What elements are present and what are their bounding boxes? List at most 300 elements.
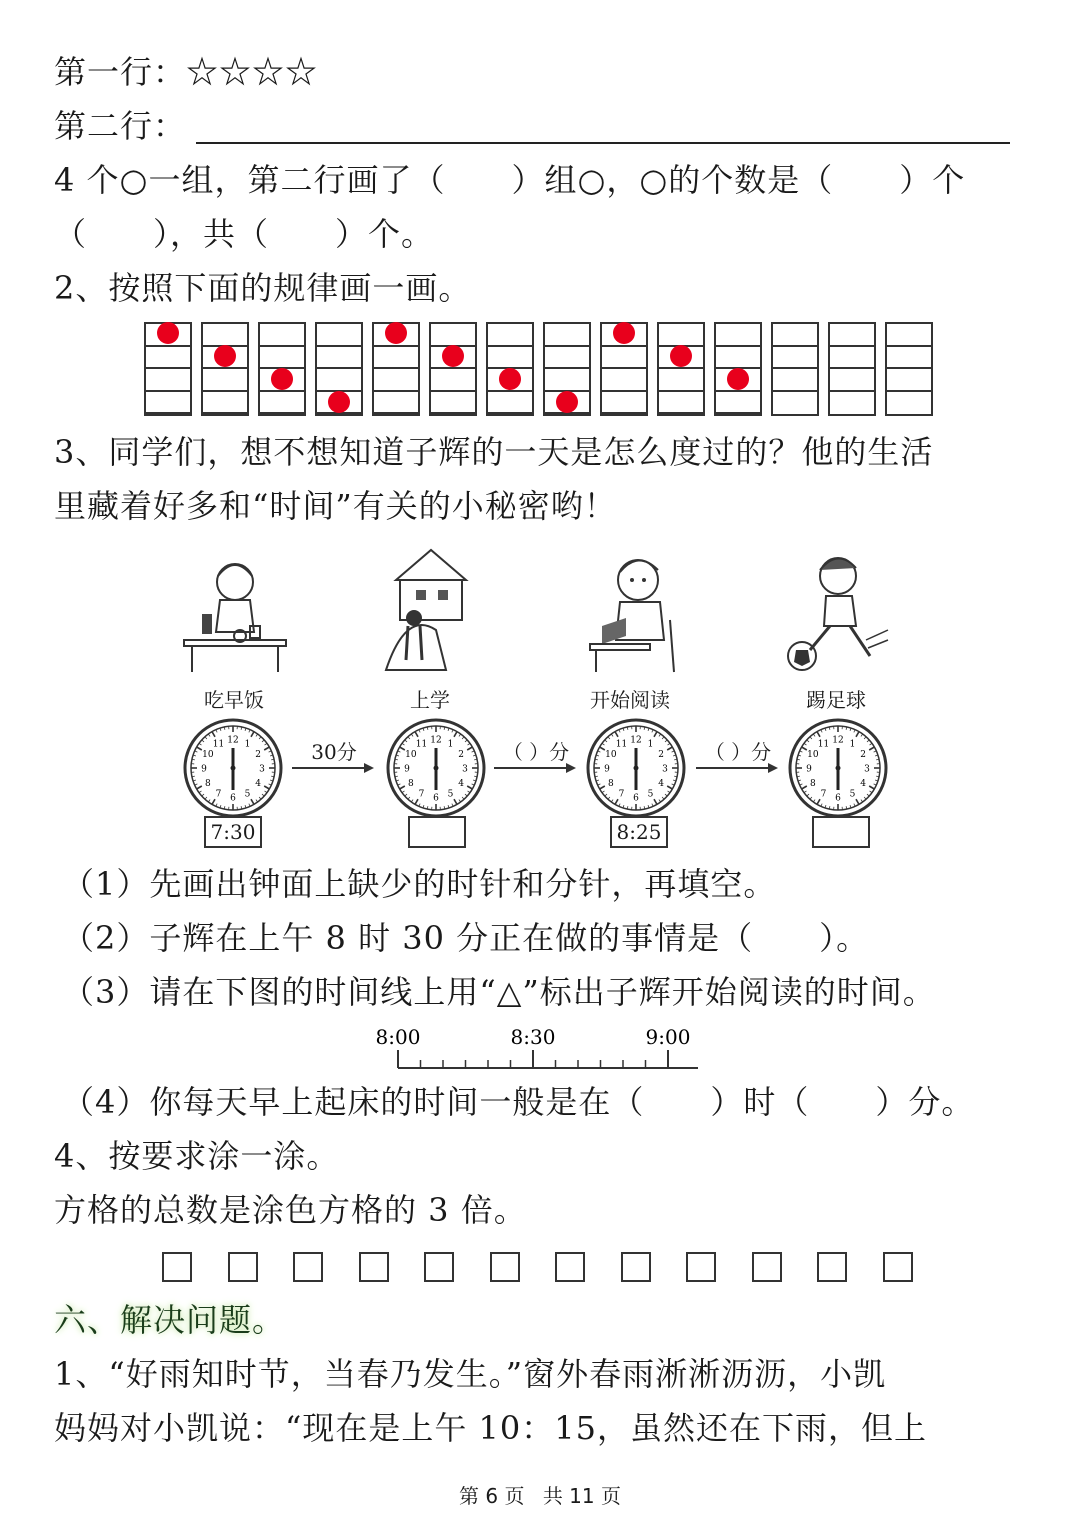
pattern-column[interactable] [885, 322, 933, 416]
color-square[interactable] [555, 1252, 585, 1282]
red-dot [499, 368, 521, 390]
clock-tick [598, 784, 601, 785]
pattern-cell[interactable] [374, 369, 418, 392]
pattern-cell[interactable] [887, 369, 931, 392]
color-square[interactable] [228, 1252, 258, 1282]
clock-tick [465, 740, 467, 742]
pattern-cell[interactable] [773, 369, 817, 392]
clock-tick [197, 747, 202, 750]
pattern-cell[interactable] [146, 347, 190, 370]
sub-question-3: （3）请在下图的时间线上用“△”标出子辉开始阅读的时间。 [62, 973, 936, 1011]
clock-tick [419, 730, 420, 733]
time-box-school[interactable] [408, 816, 466, 848]
clock-number: 9 [404, 764, 410, 775]
clock-number: 3 [662, 764, 668, 775]
clock-number: 5 [244, 789, 251, 800]
clock-tick [600, 747, 605, 750]
color-square[interactable] [752, 1252, 782, 1282]
pattern-cell[interactable] [887, 324, 931, 347]
clock-tick [602, 791, 604, 793]
clock-tick [608, 797, 610, 799]
clock-number: 8 [205, 779, 211, 789]
clock-number: 4 [255, 779, 261, 789]
clock-number: 10 [202, 750, 214, 760]
clock-center [836, 766, 841, 771]
pattern-column[interactable] [144, 322, 192, 416]
clock-number: 5 [447, 789, 454, 800]
pattern-cell[interactable] [431, 369, 475, 392]
clock-tick [212, 732, 215, 737]
pattern-cell[interactable] [431, 392, 475, 415]
clock-tick [654, 732, 657, 737]
pattern-cell[interactable] [830, 369, 874, 392]
pattern-cell[interactable] [716, 324, 760, 347]
clock-tick [249, 730, 250, 733]
pattern-column[interactable] [315, 322, 363, 416]
clock-tick [408, 737, 410, 739]
clock-tick [605, 794, 607, 796]
timeline-label-800: 8:00 [376, 1025, 421, 1049]
clock-tick [467, 747, 472, 750]
question-2: 2、按照下面的规律画一画。 [54, 269, 472, 307]
clock-number: 12 [430, 735, 442, 746]
question-3-line2: 里藏着好多和“时间”有关的小秘密哟！ [54, 487, 617, 525]
clock-number: 4 [860, 779, 866, 789]
clock-tick [856, 732, 859, 737]
clock-number: 6 [835, 793, 841, 804]
clock-number: 2 [658, 750, 664, 760]
clock-tick [807, 740, 809, 742]
clock-tick [472, 751, 475, 752]
color-square[interactable] [293, 1252, 323, 1282]
clock-tick [867, 740, 869, 742]
clock-tick [265, 791, 267, 793]
red-dot [328, 391, 350, 413]
clock-tick [598, 751, 601, 752]
clock-tick [208, 800, 210, 802]
pattern-column[interactable] [771, 322, 819, 416]
clock-number: 3 [864, 764, 870, 775]
pattern-cell[interactable] [830, 392, 874, 415]
pattern-cell[interactable] [545, 369, 589, 392]
pattern-cell[interactable] [545, 347, 589, 370]
red-dot [613, 322, 635, 344]
activity-label-breakfast: 吃早饭 [204, 688, 264, 712]
clock-tick [619, 730, 620, 733]
clock-tick [265, 743, 267, 745]
clock-face-breakfast[interactable] [183, 718, 283, 818]
clock-number: 1 [647, 739, 654, 750]
clock-tick [800, 784, 803, 785]
clock-tick [813, 800, 815, 802]
clock-tick [405, 794, 407, 796]
activity-label-reading: 开始阅读 [590, 688, 670, 712]
clock-tick [804, 791, 806, 793]
clock-tick [216, 730, 217, 733]
pattern-cell[interactable] [773, 324, 817, 347]
clock-tick [802, 786, 807, 789]
clock-tick [861, 734, 863, 736]
question-4-description: 方格的总数是涂色方格的 3 倍。 [54, 1191, 527, 1229]
pattern-column[interactable] [486, 322, 534, 416]
clock-tick [654, 799, 657, 804]
clock-tick [415, 732, 418, 737]
pattern-cell[interactable] [830, 347, 874, 370]
clock-number: 9 [806, 764, 812, 775]
pattern-cell[interactable] [260, 392, 304, 415]
pattern-cell[interactable] [203, 369, 247, 392]
clock-tick [259, 797, 261, 799]
color-square[interactable] [424, 1252, 454, 1282]
clock-tick [197, 786, 202, 789]
sub-question-4: （4）你每天早上起床的时间一般是在（ ）时（ ）分。 [62, 1083, 975, 1121]
clock-tick [869, 786, 874, 789]
clock-tick [264, 786, 269, 789]
clock-tick [608, 737, 610, 739]
question-4: 4、按要求涂一涂。 [54, 1137, 340, 1175]
clock-tick [817, 799, 820, 804]
pattern-cell[interactable] [146, 392, 190, 415]
clock-tick [864, 737, 866, 739]
duration-arrow-2 [494, 740, 578, 780]
clock-tick [867, 794, 869, 796]
clock-tick [408, 797, 410, 799]
clock-tick [251, 732, 254, 737]
red-dot [385, 322, 407, 344]
time-box-soccer[interactable] [812, 816, 870, 848]
pattern-column[interactable] [828, 322, 876, 416]
clock-center [434, 766, 439, 771]
clock-tick [202, 740, 204, 742]
clock-tick [668, 791, 670, 793]
row2-line: 第二行： [54, 107, 187, 145]
pattern-cell[interactable] [203, 392, 247, 415]
clock-tick [256, 800, 258, 802]
pattern-cell[interactable] [260, 324, 304, 347]
clock-number: 9 [201, 764, 207, 775]
clock-tick [659, 734, 661, 736]
time-box-breakfast: 7:30 [204, 816, 262, 848]
clock-tick [202, 794, 204, 796]
pattern-column[interactable] [600, 322, 648, 416]
activity-label-soccer: 踢足球 [806, 688, 866, 712]
clock-tick [659, 800, 661, 802]
clock-tick [259, 737, 261, 739]
clock-tick [861, 800, 863, 802]
clock-tick [600, 786, 605, 789]
clock-tick [810, 797, 812, 799]
clock-tick [269, 751, 272, 752]
clock-number: 12 [630, 735, 642, 746]
clock-face-soccer[interactable] [788, 718, 888, 818]
pattern-cell[interactable] [659, 392, 703, 415]
clock-number: 12 [227, 735, 239, 746]
clock-number: 7 [418, 789, 425, 800]
clock-tick [419, 804, 420, 807]
clock-tick [874, 784, 877, 785]
color-square[interactable] [817, 1252, 847, 1282]
pattern-cell[interactable] [602, 392, 646, 415]
section-six-title: 六、解决问题。 [54, 1301, 286, 1339]
clock-tick [804, 743, 806, 745]
clock-tick [195, 751, 198, 752]
pattern-column[interactable] [372, 322, 420, 416]
clock-tick [462, 737, 464, 739]
pattern-cell[interactable] [203, 324, 247, 347]
pattern-column[interactable] [714, 322, 762, 416]
clock-tick [264, 747, 269, 750]
pattern-cell[interactable] [773, 347, 817, 370]
pattern-cell[interactable] [317, 324, 361, 347]
clock-tick [652, 804, 653, 807]
question-3-line1: 3、同学们，想不想知道子辉的一天是怎么度过的？他的生活 [54, 433, 934, 471]
clock-tick [402, 743, 404, 745]
clock-tick [452, 730, 453, 733]
clock-tick [602, 743, 604, 745]
clock-tick [195, 784, 198, 785]
pattern-cell[interactable] [317, 347, 361, 370]
clock-tick [802, 747, 807, 750]
clock-tick [807, 794, 809, 796]
clock-tick [468, 743, 470, 745]
color-square[interactable] [686, 1252, 716, 1282]
pattern-cell[interactable] [830, 324, 874, 347]
clock-tick [402, 791, 404, 793]
clock-tick [615, 732, 618, 737]
clock-number: 4 [658, 779, 664, 789]
clock-tick [452, 804, 453, 807]
clock-tick [821, 730, 822, 733]
clock-tick [262, 794, 264, 796]
pattern-cell[interactable] [488, 347, 532, 370]
pattern-column[interactable] [258, 322, 306, 416]
soccer-illustration [780, 540, 890, 680]
clock-tick [472, 784, 475, 785]
timeline[interactable] [376, 1024, 702, 1076]
clock-number: 7 [215, 789, 222, 800]
clock-tick [467, 786, 472, 789]
clock-number: 10 [807, 750, 819, 760]
clock-number: 6 [633, 793, 639, 804]
clock-number: 12 [832, 735, 844, 746]
clock-tick [810, 737, 812, 739]
clock-center [231, 766, 236, 771]
clock-tick [611, 734, 613, 736]
color-square[interactable] [490, 1252, 520, 1282]
clock-tick [398, 751, 401, 752]
pattern-cell[interactable] [374, 392, 418, 415]
pattern-cell[interactable] [431, 324, 475, 347]
clock-tick [199, 743, 201, 745]
clock-tick [662, 797, 664, 799]
clock-number: 11 [615, 739, 628, 750]
clock-tick [665, 794, 667, 796]
clock-number: 11 [212, 739, 225, 750]
row1-line: 第一行：☆☆☆☆ [54, 53, 319, 91]
pattern-cell[interactable] [374, 347, 418, 370]
clock-number: 8 [810, 779, 816, 789]
clock-tick [262, 740, 264, 742]
clock-tick [813, 734, 815, 736]
duration-label-3[interactable]: （ ）分 [704, 740, 772, 764]
color-square[interactable] [883, 1252, 913, 1282]
clock-tick [605, 740, 607, 742]
time-box-reading: 8:25 [610, 816, 668, 848]
pattern-cell[interactable] [887, 347, 931, 370]
reading-illustration [580, 540, 690, 680]
answer-blank-line[interactable] [196, 142, 1010, 144]
clock-number: 3 [462, 764, 468, 775]
clock-tick [874, 751, 877, 752]
clock-number: 8 [408, 779, 414, 789]
red-dot [271, 368, 293, 390]
pattern-cell[interactable] [488, 392, 532, 415]
clock-number: 7 [618, 789, 625, 800]
pattern-cell[interactable] [659, 369, 703, 392]
duration-arrow-3 [696, 740, 780, 780]
clock-tick [269, 784, 272, 785]
red-dot [157, 322, 179, 344]
red-dot [556, 391, 578, 413]
clock-tick [465, 794, 467, 796]
clock-tick [400, 747, 405, 750]
clock-number: 4 [458, 779, 464, 789]
clock-tick [398, 784, 401, 785]
clock-tick [672, 784, 675, 785]
clock-tick [199, 791, 201, 793]
clock-number: 10 [405, 750, 417, 760]
sub-question-2: （2）子辉在上午 8 时 30 分正在做的事情是（ ）。 [62, 919, 870, 957]
clock-number: 11 [817, 739, 830, 750]
school-illustration [376, 540, 486, 680]
color-square[interactable] [162, 1252, 192, 1282]
duration-label-1: 30分 [311, 740, 357, 764]
clock-tick [405, 740, 407, 742]
clock-tick [205, 737, 207, 739]
pattern-cell[interactable] [773, 392, 817, 415]
clock-tick [652, 730, 653, 733]
timeline-label-900: 9:00 [645, 1025, 691, 1049]
clock-number: 6 [433, 793, 439, 804]
clock-tick [821, 804, 822, 807]
clock-number: 1 [849, 739, 856, 750]
pattern-column[interactable] [543, 322, 591, 416]
clock-number: 6 [230, 793, 236, 804]
page-number: 第 6 页 [459, 1484, 525, 1508]
clock-tick [411, 800, 413, 802]
clock-tick [249, 804, 250, 807]
clock-tick [216, 804, 217, 807]
clock-tick [662, 737, 664, 739]
clock-number: 2 [255, 750, 261, 760]
clock-tick [665, 740, 667, 742]
clock-tick [468, 791, 470, 793]
pattern-cell[interactable] [260, 347, 304, 370]
color-square[interactable] [621, 1252, 651, 1282]
problem-1-line1: 1、“好雨知时节，当春乃发生。”窗外春雨淅淅沥沥，小凯 [54, 1355, 887, 1393]
pattern-cell[interactable] [659, 324, 703, 347]
page-total: 共 11 页 [542, 1484, 621, 1508]
clock-tick [854, 804, 855, 807]
question-group-line-2: （ ），共（ ）个。 [54, 215, 435, 253]
clock-tick [459, 734, 461, 736]
clock-tick [251, 799, 254, 804]
red-dot [727, 368, 749, 390]
clock-number: 8 [608, 779, 614, 789]
clock-tick [864, 797, 866, 799]
clock-tick [619, 804, 620, 807]
clock-tick [870, 791, 872, 793]
pattern-cell[interactable] [602, 347, 646, 370]
pattern-cell[interactable] [887, 392, 931, 415]
clock-tick [800, 751, 803, 752]
problem-1-line2: 妈妈对小凯说：“现在是上午 10：15，虽然还在下雨，但上 [54, 1409, 927, 1447]
pattern-column[interactable] [657, 322, 705, 416]
clock-tick [454, 732, 457, 737]
pattern-cell[interactable] [716, 392, 760, 415]
breakfast-illustration [180, 540, 290, 680]
clock-tick [256, 734, 258, 736]
clock-face-reading[interactable] [586, 718, 686, 818]
red-dot [670, 345, 692, 367]
clock-tick [854, 730, 855, 733]
clock-number: 11 [415, 739, 428, 750]
duration-arrow-1 [292, 740, 376, 780]
clock-tick [672, 751, 675, 752]
clock-tick [668, 743, 670, 745]
activity-label-school: 上学 [410, 688, 450, 712]
pattern-column[interactable] [429, 322, 477, 416]
clock-center [634, 766, 639, 771]
color-square[interactable] [359, 1252, 389, 1282]
clock-number: 7 [820, 789, 827, 800]
pattern-cell[interactable] [545, 324, 589, 347]
pattern-cell[interactable] [146, 369, 190, 392]
pattern-cell[interactable] [488, 324, 532, 347]
red-dot [442, 345, 464, 367]
clock-tick [415, 799, 418, 804]
clock-number: 2 [860, 750, 866, 760]
clock-tick [459, 800, 461, 802]
duration-label-2[interactable]: （ ）分 [502, 740, 570, 764]
clock-tick [856, 799, 859, 804]
clock-tick [208, 734, 210, 736]
clock-number: 5 [647, 789, 654, 800]
clock-tick [667, 747, 672, 750]
clock-number: 10 [605, 750, 617, 760]
pattern-column[interactable] [201, 322, 249, 416]
clock-number: 1 [447, 739, 454, 750]
pattern-cell[interactable] [317, 369, 361, 392]
clock-tick [462, 797, 464, 799]
pattern-cell[interactable] [602, 369, 646, 392]
page-footer [0, 1480, 1080, 1509]
clock-number: 3 [259, 764, 265, 775]
clock-number: 5 [849, 789, 856, 800]
clock-tick [400, 786, 405, 789]
pattern-cell[interactable] [716, 347, 760, 370]
clock-tick [411, 734, 413, 736]
clock-tick [205, 797, 207, 799]
clock-tick [454, 799, 457, 804]
timeline-label-830: 8:30 [510, 1025, 556, 1049]
red-dot [214, 345, 236, 367]
clock-tick [611, 800, 613, 802]
clock-number: 9 [604, 764, 610, 775]
clock-tick [667, 786, 672, 789]
clock-tick [870, 743, 872, 745]
clock-face-school[interactable] [386, 718, 486, 818]
